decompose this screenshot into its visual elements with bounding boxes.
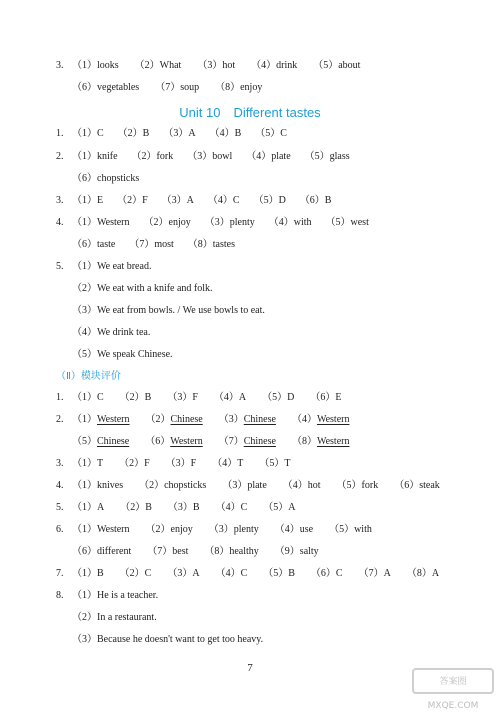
answer-item <box>120 502 152 513</box>
answer-item: （4）plate <box>246 151 291 162</box>
answer-item: （2）We eat with a knife and folk. <box>72 283 213 294</box>
answer-text: （6）steak <box>394 480 440 491</box>
answer-text: （7）best <box>147 546 189 557</box>
underlined-answer: Chinese <box>170 414 203 425</box>
answer-text: （3）F <box>167 392 198 403</box>
answer-item <box>120 392 152 403</box>
answer-text: （2）C <box>119 568 152 579</box>
answer-text: （5）T <box>259 458 291 469</box>
answer-line <box>56 523 388 537</box>
answer-item: （5）C <box>255 128 287 139</box>
answer-item <box>119 458 150 469</box>
answer-item <box>259 458 290 469</box>
answer-item <box>72 524 130 535</box>
question-number: 1. <box>56 392 64 403</box>
page-number: 7 <box>247 662 253 674</box>
answer-item: （8）tastes <box>187 239 235 250</box>
question-number: 3. <box>56 458 64 469</box>
answer-item: （5）about <box>313 60 361 71</box>
answer-text: （8）A <box>406 568 440 579</box>
answer-line <box>72 611 173 625</box>
answer-item <box>167 392 198 403</box>
answer-text: （4）use <box>274 524 314 535</box>
answer-item: （6）vegetables <box>72 82 140 93</box>
answer-item <box>219 414 276 425</box>
answer-text: （7）A <box>358 568 391 579</box>
question-number: 6. <box>56 524 64 535</box>
answer-text: （2）enjoy <box>145 524 193 535</box>
answer-item: （8）enjoy <box>215 82 263 93</box>
answer-item <box>145 436 203 447</box>
answer-text: （8）healthy <box>204 546 259 557</box>
answer-item <box>222 480 266 491</box>
answer-item: （4）C <box>207 195 240 206</box>
answer-text: （7） <box>218 436 244 447</box>
answer-line <box>56 589 174 603</box>
underlined-answer: Western <box>97 414 130 425</box>
answer-text: （8） <box>291 436 317 447</box>
answer-item <box>209 524 259 535</box>
answer-line <box>72 282 227 296</box>
answer-text: （1）C <box>72 392 104 403</box>
answer-text: （3）plate <box>222 480 267 491</box>
answer-item <box>216 568 248 579</box>
question-number: 3. <box>56 195 64 206</box>
answer-item: （1）E <box>72 195 104 206</box>
answer-text: （2）In a restaurant. <box>72 612 157 623</box>
answer-item <box>139 480 206 491</box>
answer-item: （3）A <box>163 128 196 139</box>
answer-text: （4）A <box>213 392 247 403</box>
answer-item <box>219 436 276 447</box>
answer-item: （3）plenty <box>204 217 255 228</box>
answer-item: （2）enjoy <box>143 217 191 228</box>
answer-line <box>56 501 311 515</box>
answer-text: （5）with <box>329 524 372 535</box>
answer-line <box>56 216 383 230</box>
answer-line <box>56 457 306 471</box>
answer-item <box>310 392 341 403</box>
answer-item <box>120 568 152 579</box>
answer-text: （9）salty <box>274 546 319 557</box>
answer-text: （2）F <box>119 458 150 469</box>
answer-item: （3）A <box>161 195 194 206</box>
answer-line <box>72 545 335 559</box>
answer-text: （1）knives <box>72 480 124 491</box>
answer-line <box>72 348 187 362</box>
answer-item: （2）B <box>117 128 150 139</box>
answer-item <box>359 568 391 579</box>
answer-line <box>72 633 279 647</box>
answer-item <box>262 392 294 403</box>
answer-text: （1）T <box>72 458 104 469</box>
answer-item: （2）What <box>134 60 182 71</box>
answer-line <box>56 413 365 427</box>
answer-text: （6） <box>145 436 171 447</box>
answer-line <box>56 260 165 274</box>
answer-text: （6）E <box>310 392 342 403</box>
answer-item <box>216 502 248 513</box>
answer-item: （1）C <box>72 128 104 139</box>
question-number: 5. <box>56 502 64 513</box>
answer-item <box>212 458 243 469</box>
answer-text: （5） <box>72 436 97 447</box>
answer-text: （4） <box>291 414 317 425</box>
answer-item: （1）knife <box>72 151 118 162</box>
answer-line <box>72 326 164 340</box>
answer-item <box>263 568 295 579</box>
underlined-answer: Chinese <box>97 436 130 447</box>
answer-text: （4）T <box>212 458 244 469</box>
answer-item <box>275 524 313 535</box>
answer-item <box>263 502 295 513</box>
answer-item <box>72 568 104 579</box>
answer-text: （1）He is a teacher. <box>72 590 159 601</box>
answer-item <box>204 546 258 557</box>
question-number: 8. <box>56 590 64 601</box>
answer-text: （5）B <box>263 568 295 579</box>
answer-item <box>72 612 157 623</box>
question-number: 1. <box>56 128 64 139</box>
section-title: （Ⅱ）模块评价 <box>56 371 121 382</box>
answer-text: （4）C <box>215 568 248 579</box>
answer-item: （6）taste <box>72 239 116 250</box>
question-number: 5. <box>56 261 64 272</box>
answer-text: （3）plenty <box>208 524 259 535</box>
answer-text: （2）chopsticks <box>139 480 207 491</box>
answer-item: （1）looks <box>72 60 119 71</box>
answer-item <box>72 634 263 645</box>
answer-item <box>72 502 104 513</box>
answer-line <box>56 59 376 73</box>
underlined-answer: Western <box>316 436 350 447</box>
answer-item: （2）F <box>117 195 148 206</box>
answer-item <box>292 436 350 447</box>
answer-item: （2）fork <box>131 151 174 162</box>
answer-item <box>292 414 350 425</box>
answer-line <box>56 127 301 141</box>
answer-item: （6）chopsticks <box>72 173 140 184</box>
answer-line <box>72 172 153 186</box>
answer-item <box>72 458 103 469</box>
answer-text: （3）Because he doesn't want to get too heavy. <box>72 634 264 645</box>
answer-item: （5）glass <box>304 151 350 162</box>
question-number: 3. <box>56 60 64 71</box>
question-number: 2. <box>56 151 64 162</box>
answer-line <box>56 391 357 405</box>
answer-text: （3）B <box>167 502 200 513</box>
answer-item: （1）Western <box>72 217 130 228</box>
answer-item <box>311 568 343 579</box>
answer-item <box>72 546 131 557</box>
answer-item <box>72 590 158 601</box>
question-number: 4. <box>56 480 64 491</box>
answer-line <box>56 194 345 208</box>
answer-text: （1） <box>72 414 97 425</box>
answer-text: （6）C <box>310 568 343 579</box>
answer-text: （3）F <box>165 458 197 469</box>
answer-item <box>166 458 197 469</box>
answer-text: （1）A <box>72 502 105 513</box>
answer-item: （1）We eat bread. <box>72 261 152 272</box>
answer-item <box>72 480 123 491</box>
answer-item <box>72 414 130 425</box>
answer-text: （2） <box>145 414 171 425</box>
answer-item: （4）drink <box>251 60 298 71</box>
unit-title: Unit 10 Different tastes <box>179 105 321 120</box>
answer-item: （3）hot <box>197 60 236 71</box>
underlined-answer: Chinese <box>243 414 276 425</box>
answer-item: （4）We drink tea. <box>72 327 151 338</box>
answer-text: （6）different <box>72 546 132 557</box>
answer-text: （4）hot <box>282 480 321 491</box>
answer-text: （5）A <box>263 502 296 513</box>
answer-item: （5）west <box>325 217 369 228</box>
answer-line <box>72 81 278 95</box>
question-number: 2. <box>56 414 64 425</box>
answer-item <box>214 392 246 403</box>
answer-item: （4）B <box>209 128 242 139</box>
answer-item: （4）with <box>268 217 312 228</box>
answer-item <box>146 414 203 425</box>
answer-item <box>329 524 372 535</box>
answer-item <box>168 502 200 513</box>
answer-text: （3） <box>218 414 244 425</box>
answer-item <box>72 436 129 447</box>
underlined-answer: Chinese <box>243 436 276 447</box>
answer-item: （7）most <box>129 239 174 250</box>
answer-text: （1）B <box>72 568 104 579</box>
answer-item: （7）soup <box>155 82 200 93</box>
answer-item: （5）D <box>253 195 286 206</box>
question-number: 7. <box>56 568 64 579</box>
answer-item <box>146 524 193 535</box>
answer-item <box>407 568 439 579</box>
answer-line <box>56 567 455 581</box>
answer-item: （6）B <box>299 195 332 206</box>
underlined-answer: Western <box>170 436 203 447</box>
watermark-logo: 答案圈 MXQE.COM <box>412 668 494 694</box>
answer-item <box>147 546 188 557</box>
answer-line <box>56 479 456 493</box>
answer-item: （3）We eat from bowls. / We use bowls to eat. <box>72 305 265 316</box>
answer-item <box>167 568 199 579</box>
answer-text: （3）A <box>167 568 200 579</box>
answer-item <box>275 546 319 557</box>
answer-item: （5）We speak Chinese. <box>72 349 173 360</box>
answer-item <box>337 480 379 491</box>
answer-line <box>72 435 365 449</box>
answer-item <box>283 480 321 491</box>
answer-text: （5）D <box>262 392 295 403</box>
underlined-answer: Western <box>316 414 350 425</box>
answer-line <box>56 150 364 164</box>
answer-text: （4）C <box>215 502 248 513</box>
answer-line <box>72 304 279 318</box>
answer-text: （1）Western <box>72 524 130 535</box>
answer-item: （3）bowl <box>187 151 233 162</box>
answer-text: （2）B <box>120 502 152 513</box>
question-number: 4. <box>56 217 64 228</box>
answer-line <box>72 238 249 252</box>
answer-item <box>394 480 440 491</box>
answer-text: （5）fork <box>336 480 379 491</box>
answer-text: （2）B <box>119 392 152 403</box>
answer-item <box>72 392 104 403</box>
